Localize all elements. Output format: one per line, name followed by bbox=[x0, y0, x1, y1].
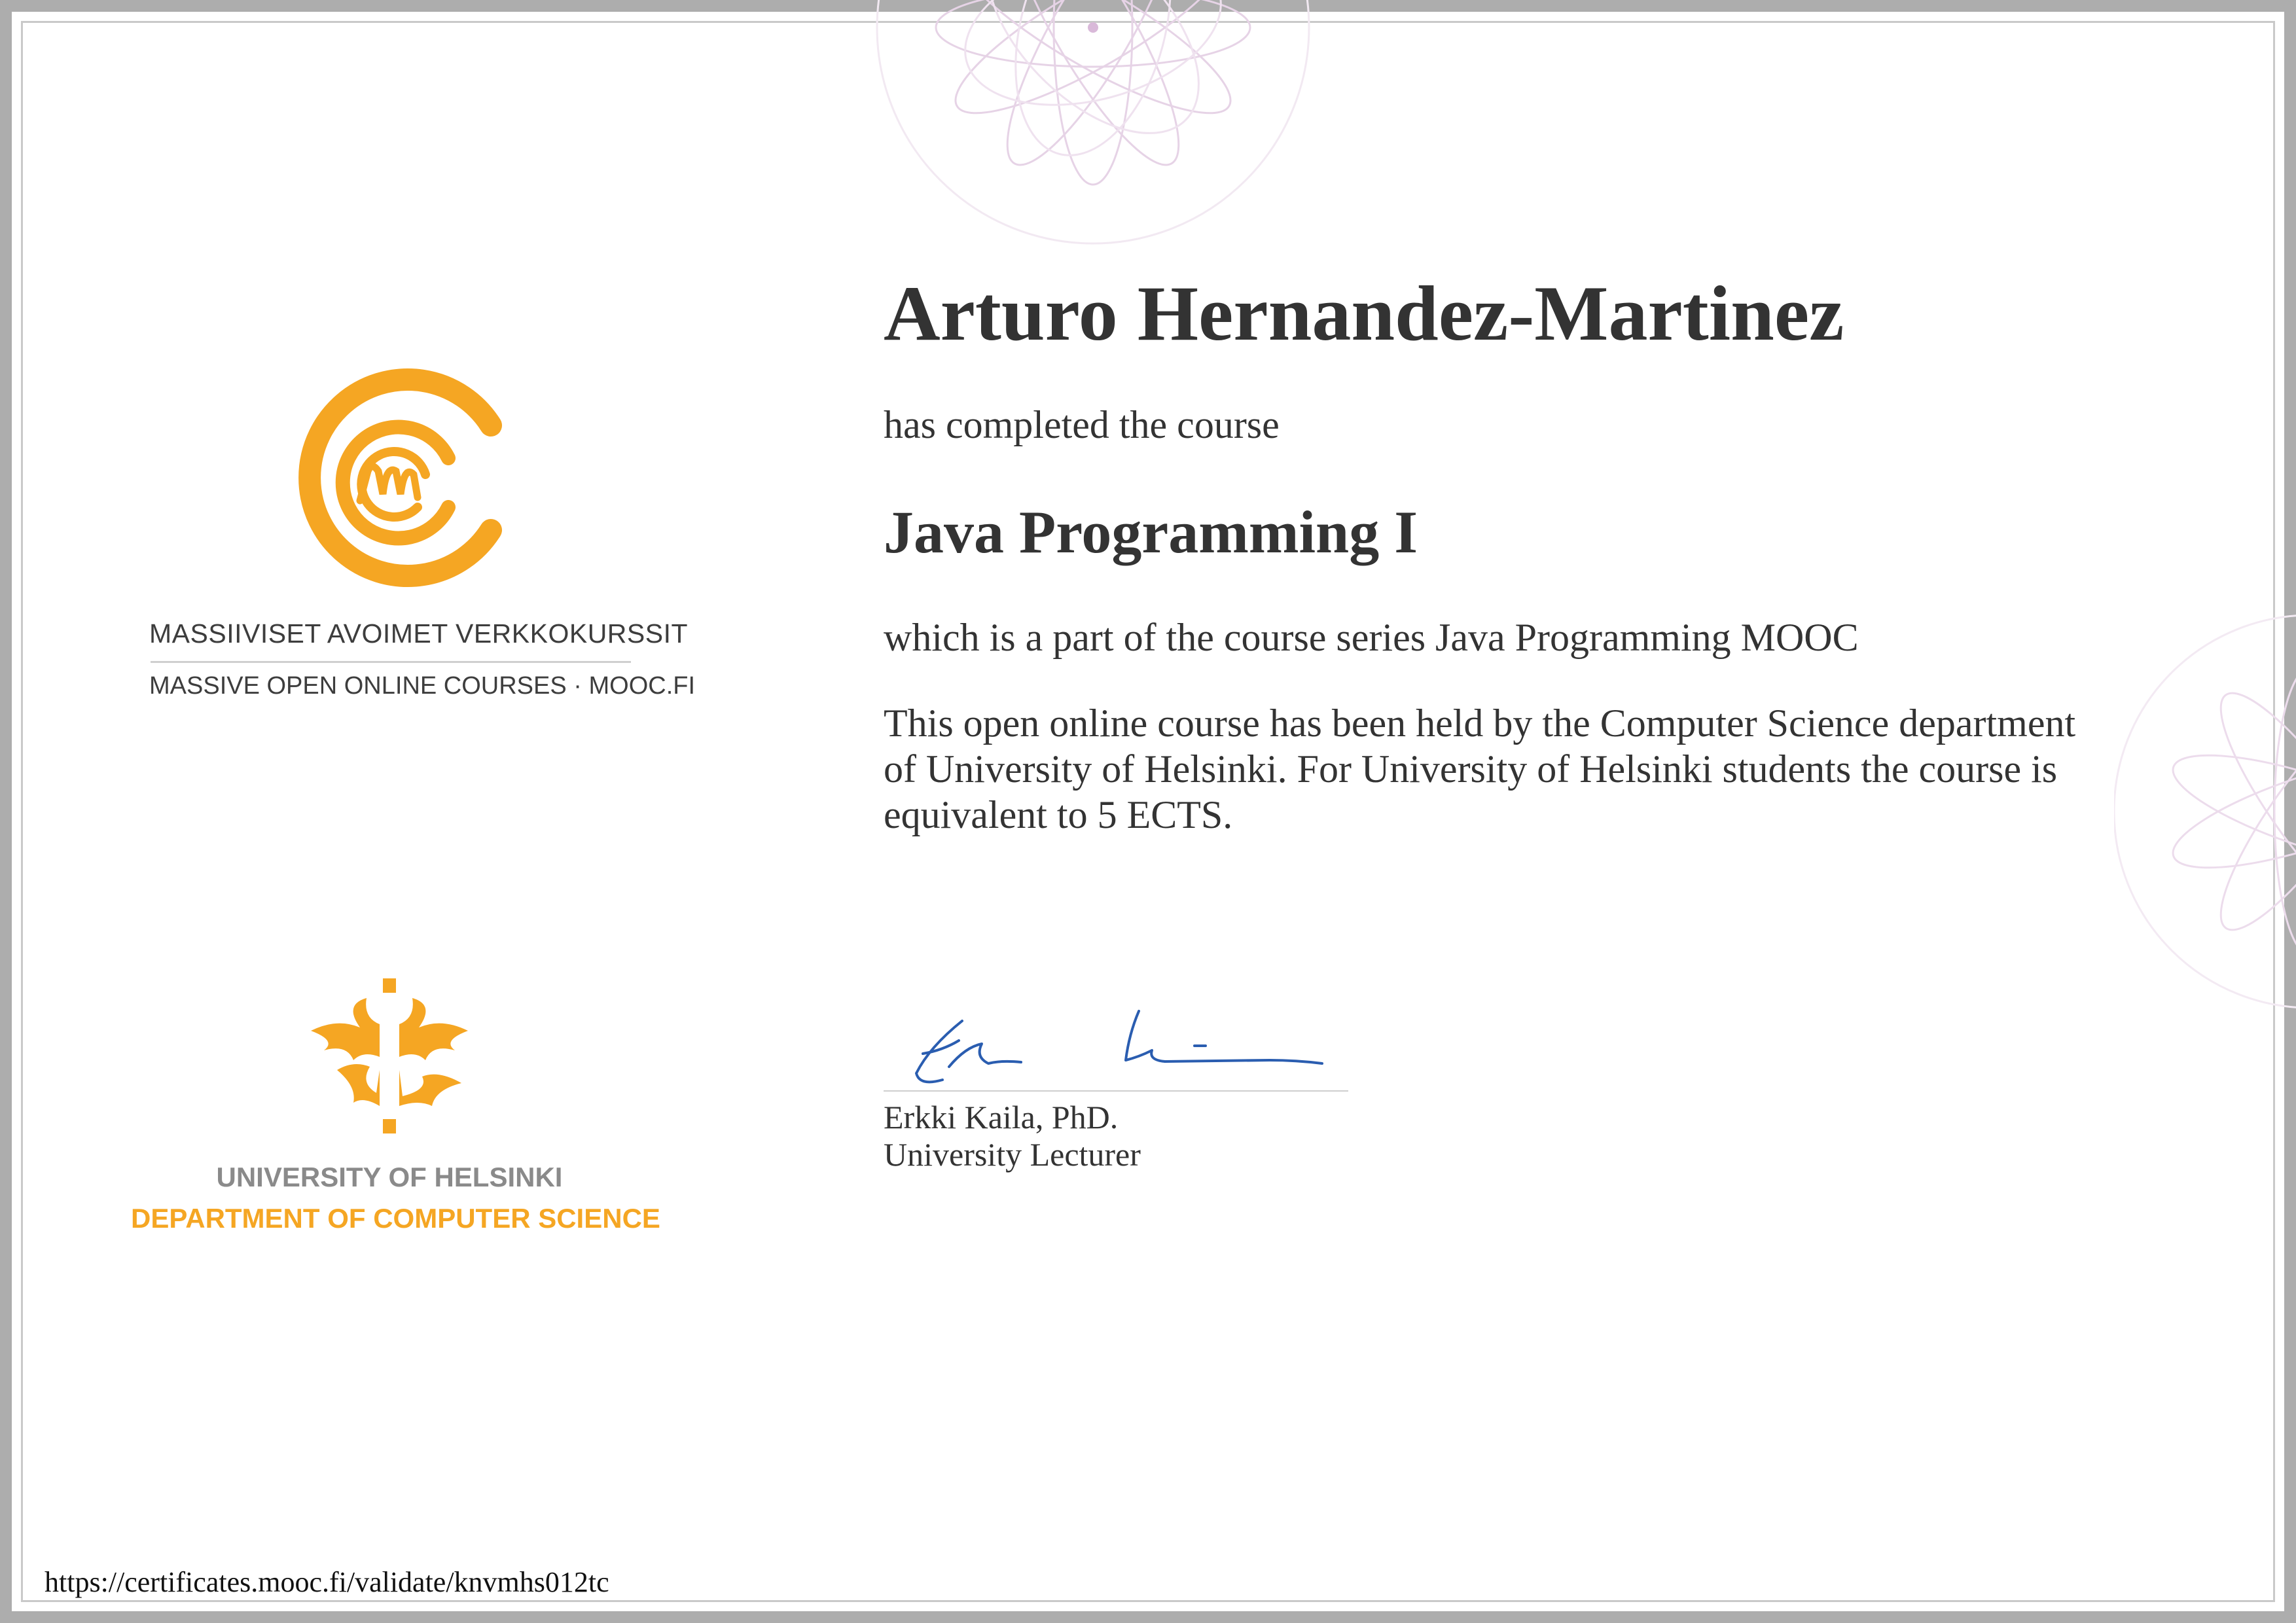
mooc-logo-title: MASSIIVISET AVOIMET VERKKOKURSSIT bbox=[149, 618, 689, 649]
course-name: Java Programming I bbox=[884, 499, 1418, 565]
mooc-logo-divider bbox=[151, 661, 631, 663]
department-name: DEPARTMENT OF COMPUTER SCIENCE bbox=[131, 1203, 660, 1234]
mooc-logo-subtitle: MASSIVE OPEN ONLINE COURSES · MOOC.FI bbox=[149, 672, 696, 700]
validation-url[interactable]: https://certificates.mooc.fi/validate/knvmhs012tc bbox=[45, 1566, 609, 1598]
recipient-name: Arturo Hernandez-Martinez bbox=[884, 270, 1844, 357]
university-name: UNIVERSITY OF HELSINKI bbox=[216, 1162, 563, 1192]
helsinki-flame-logo-icon bbox=[298, 978, 481, 1135]
signature-line bbox=[884, 1090, 1348, 1092]
signer-name: Erkki Kaila, PhD. bbox=[884, 1099, 1119, 1135]
signer-title: University Lecturer bbox=[884, 1136, 1141, 1173]
handwritten-signature bbox=[903, 995, 1348, 1093]
course-series-text: which is a part of the course series Java Programming MOOC bbox=[884, 616, 1859, 659]
mooc-c-logo-icon bbox=[262, 366, 524, 602]
course-description: This open online course has been held by the Computer Science department of University of Helsinki. For University of Helsinki students the course is equivalent to 5 ECTS. bbox=[884, 702, 2076, 836]
completed-text: has completed the course bbox=[884, 403, 1280, 446]
